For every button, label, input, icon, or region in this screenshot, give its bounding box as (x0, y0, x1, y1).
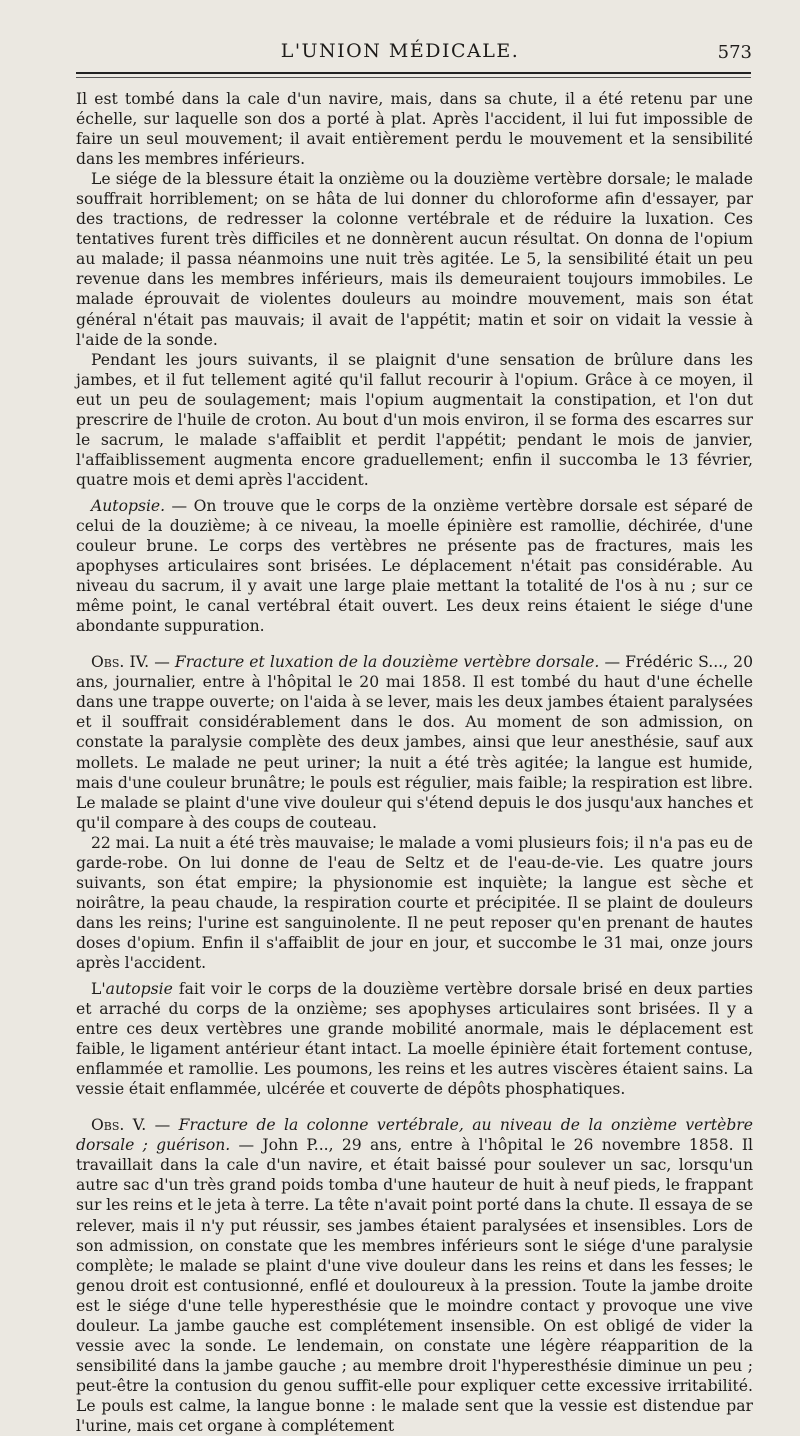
observation-4 (76, 652, 753, 832)
separator: — (149, 653, 175, 672)
paragraph-text: fait voir le corps de la douzième vertèbre dorsale brisé en deux parties et arraché du corps de la onzième; ses apophyses articulaires sont brisées. Il y a entre ces deux vertèbres une grande mobilité anormale, mais le déplacement est faible, le ligament antérieur étant intact. La moelle épinière était fortement contuse, enflammée et ramollie. Les poumons, les reins et les autres viscères étaient sains. La vessie était enflammée, ulcérée et couverte de dépôts phosphatiques. (76, 980, 753, 1099)
page-number: 573 (717, 42, 752, 63)
header-rule (76, 72, 751, 74)
paragraph-text: 22 mai. La nuit a été très mauvaise; le malade a vomi plusieurs fois; il n'a pas eu de garde-robe. On lui donne de l'eau de Seltz et de l'eau-de-vie. Les quatre jours suivants, son état empire; la physionomie est inquiète; la langue est sèche et noirâtre, la peau chaude, la respiration courte et précipitée. Il se plaint de douleurs dans les reins; l'urine est sanguinolente. Il ne peut reposer qu'en prenant de hautes doses d'opium. Enfin il s'affaiblit de jour en jour, et succombe le 31 mai, onze jours après l'accident. (76, 833, 753, 972)
header-rule-thin (76, 77, 751, 78)
observation-label: Obs. V. (91, 1116, 147, 1135)
paragraph-text: Pendant les jours suivants, il se plaignit d'une sensation de brûlure dans les jambes, et il fut tellement agité qu'il fallut recourir à l'opium. Grâce à ce moyen, il eut un peu de soulagement; mais l'opium augmentait la constipation, et l'on dut prescrire de l'huile de croton. Au bout d'un mois environ, il se forma des escarres sur le sacrum, le malade s'affaiblit et perdit l'appétit; pendant le mois de janvier, l'affaiblissement augmenta encore graduellement; enfin il succomba le 13 février, quatre mois et demi après l'accident. (76, 350, 753, 489)
paragraph-text: Il est tombé dans la cale d'un navire, mais, dans sa chute, il a été retenu par une échelle, sur laquelle son dos a porté à plat. Après l'accident, il lui fut impossible de faire un seul mouvement; il avait entièrement perdu le mouvement et la sensibilité dans les membres inférieurs. (76, 90, 753, 169)
observation-5 (76, 1115, 753, 1436)
autopsy-label: Autopsie. (91, 496, 166, 515)
paragraph (76, 89, 753, 169)
paragraph-text: — On trouve que le corps de la onzième vertèbre dorsale est séparé de celui de la douzième; à ce niveau, la moelle épinière est ramollie, déchirée, d'une couleur brune. Le corps des vertèbres ne présente pas de fractures, mais les apophyses articulaires sont brisées. Le déplacement n'était pas considérable. Au niveau du sacrum, il y avait une large plaie mettant la totalité de l'os à nu ; sur ce même point, le canal vertébral était ouvert. Les deux reins étaient le siége d'une abondante suppuration. (76, 496, 753, 636)
paragraph (76, 169, 753, 349)
paragraph (76, 496, 753, 636)
paragraph (76, 350, 753, 490)
observation-title: Fracture et luxation de la douzième vertèbre dorsale. (174, 653, 600, 672)
observation-label: Obs. IV. (91, 653, 150, 672)
article-prefix: L' (91, 980, 106, 999)
paragraph (76, 833, 753, 973)
running-title: L'UNION MÉDICALE. (280, 40, 520, 62)
separator: — (146, 1116, 179, 1135)
paragraph (76, 979, 753, 1099)
paragraph-text: Le siége de la blessure était la onzième ou la douzième vertèbre dorsale; le malade souffrait horriblement; on se hâta de lui donner du chloroforme afin d'essayer, par des tractions, de redresser la colonne vertébrale et de réduire la luxation. Ces tentatives furent très difficiles et ne donnèrent aucun résultat. On donna de l'opium au malade; il passa néanmoins une nuit très agitée. Le 5, la sensibilité était un peu revenue dans les membres inférieurs, mais ils demeuraient toujours immobiles. Le malade éprouvait de violentes douleurs au moindre mouvement, mais son état général n'était pas mauvais; il avait de l'appétit; matin et soir on vidait la vessie à l'aide de la sonde. (76, 170, 753, 349)
autopsy-label: autopsie (105, 980, 173, 999)
paragraph-text: — Frédéric S..., 20 ans, journalier, entre à l'hôpital le 20 mai 1858. Il est tombé du haut d'une échelle dans une trappe ouverte; on l'aida à se lever, mais les deux jambes étaient paralysées et il souffrait considérablement dans le dos. Au moment de son admission, on constate la paralysie complète des deux jambes, ainsi que leur anesthésie, sauf aux mollets. Le malade ne peut uriner; la nuit a été très agitée; la langue est humide, mais d'une couleur brunâtre; le pouls est régulier, mais faible; la respiration est libre. Le malade se plaint d'une vive douleur qui s'étend depuis le dos jusqu'aux hanches et qu'il compare à des coups de couteau. (76, 653, 753, 832)
paragraph-text: — John P..., 29 ans, entre à l'hôpital le 26 novembre 1858. Il travaillait dans la cale d'un navire, et était baissé pour soulever un sac, lorsqu'un autre sac d'un très grand poids tomba d'une hauteur de huit à neuf pieds, le frappant sur les reins et le jeta à terre. La tête n'avait point porté dans la chute. Il essaya de se relever, mais il n'y put réussir, ses jambes étaient paralysées et insensibles. Lors de son admission, on constate que les membres inférieurs sont le siége d'une paralysie complète; le malade se plaint d'une vive douleur dans les reins et dans les fesses; le genou droit est contusionné, enflé et douloureux à la pression. Toute la jambe droite est le siége d'une telle hyperesthésie que le moindre contact y provoque une vive douleur. La jambe gauche est complétement insensible. On est obligé de vider la vessie avec la sonde. Le lendemain, on constate une légère réapparition de la sensibilité dans la jambe gauche ; au membre droit l'hyperesthésie diminue un peu ; peut-être la contusion du genou suffit-elle pour expliquer cette excessive irritabilité. Le pouls est calme, la langue bonne : le malade sent que la vessie est distendue par l'urine, mais cet organe à complétement (76, 1136, 754, 1435)
observation-title: Fracture de la colonne vertébrale, au niveau de la onzième vertèbre dorsale ; guérison. (76, 1116, 753, 1155)
body-text (76, 89, 753, 1436)
